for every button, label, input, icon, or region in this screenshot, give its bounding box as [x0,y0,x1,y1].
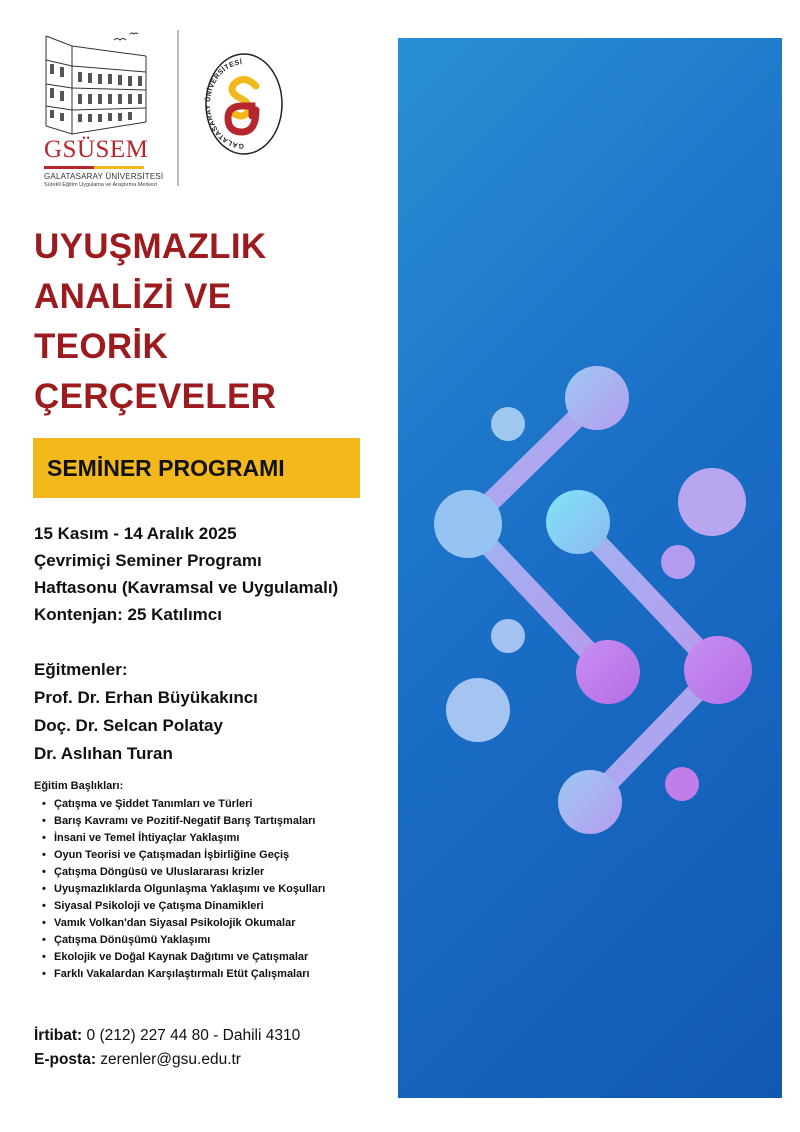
network-node [434,490,502,558]
network-node [558,770,622,834]
network-node [684,636,752,704]
email-value: zerenler@gsu.edu.tr [96,1051,241,1068]
network-node [661,545,695,579]
instructors-section [34,656,258,768]
gsu-ring-text: GALATASARAY ÜNİVERSİTESİ [204,59,245,150]
gsu-emblem-logo [204,52,284,160]
program-info [34,520,338,628]
contact-section [34,1024,300,1072]
seminar-program-banner [33,438,360,498]
network-node [491,619,525,653]
topic-item: • İnsani ve Temel İhtiyaçlar Yaklaşımı [34,830,325,847]
banner-label: SEMİNER PROGRAMI [47,454,285,481]
gsusem-color-bar [44,166,144,169]
title-line-1: UYUŞMAZLIK [34,227,267,266]
title-line-4: ÇERÇEVELER [34,377,277,416]
gsusem-wordmark: GSÜSEM [44,136,149,163]
topic-item: • Çatışma ve Şiddet Tanımları ve Türleri [34,796,325,813]
topic-item: • Siyasal Psikoloji ve Çatışma Dinamikleri [34,898,325,915]
program-quota: Kontenjan: 25 Katılımcı [34,605,222,624]
topic-item: • Ekolojik ve Doğal Kaynak Dağıtımı ve Çatışmalar [34,949,325,966]
topic-item: • Vamık Volkan'dan Siyasal Psikolojik Okumalar [34,915,325,932]
network-graphic [398,38,782,1098]
network-node [446,678,510,742]
topic-item: • Çatışma Dönüşümü Yaklaşımı [34,932,325,949]
gsusem-university-name: GALATASARAY ÜNİVERSİTESİ [44,172,164,181]
program-schedule: Haftasonu (Kavramsal ve Uygulamalı) [34,578,339,597]
page-title [34,222,354,422]
topic-item: • Oyun Teorisi ve Çatışmadan İşbirliğine Geçiş [34,847,325,864]
instructor-name: Prof. Dr. Erhan Büyükakıncı [34,688,258,707]
topics-heading: Eğitim Başlıkları: [34,780,124,792]
topic-item: • Uyuşmazlıklarda Olgunlaşma Yaklaşımı ve Koşulları [34,881,325,898]
phone-label: İrtibat: [34,1027,83,1044]
network-node [546,490,610,554]
contact-email-row [34,1048,300,1072]
topic-item: • Farklı Vakalardan Karşılaştırmalı Etüt Çalışmaları [34,966,325,983]
topics-list [34,796,325,983]
logo-divider [177,30,179,186]
instructors-heading: Eğitmenler: [34,660,128,679]
network-node [576,640,640,704]
instructor-name: Dr. Aslıhan Turan [34,744,173,763]
network-node [665,767,699,801]
email-label: E-posta: [34,1051,96,1068]
title-line-3: TEORİK [34,327,169,366]
gsusem-center-name: Sürekli Eğitim Uygulama ve Araştırma Merkezi [44,182,158,188]
program-format: Çevrimiçi Seminer Programı [34,551,262,570]
network-node [491,407,525,441]
instructor-name: Doç. Dr. Selcan Polatay [34,716,223,735]
topic-item: • Barış Kavramı ve Pozitif-Negatif Barış Tartışmaları [34,813,325,830]
contact-phone-row [34,1024,300,1048]
network-node [678,468,746,536]
title-line-2: ANALİZİ VE [34,277,232,316]
phone-value: 0 (212) 227 44 80 - Dahili 4310 [82,1027,301,1044]
topic-item: • Çatışma Döngüsü ve Uluslararası krizler [34,864,325,881]
network-node [565,366,629,430]
program-dates: 15 Kasım - 14 Aralık 2025 [34,524,237,543]
decorative-network-panel [398,38,782,1098]
